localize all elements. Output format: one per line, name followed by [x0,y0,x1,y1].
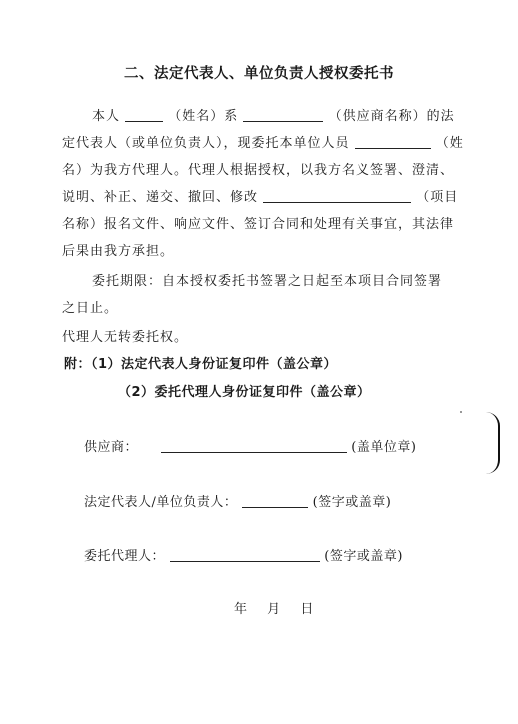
para1-line2 [62,132,464,151]
agent-label: 委托代理人： [84,549,166,564]
para1-line4 [62,186,458,205]
text-xing-ming-xi: （姓名）系 [168,109,239,124]
supplier-seal-note: (盖单位章) [351,440,417,455]
agent-sign-note: (签字或盖章) [324,549,403,564]
para1-line1 [92,105,455,124]
staff-name-blank [355,135,431,149]
text-legal-rep: 定代表人（或单位负责人），现委托本单位人员 [62,136,350,151]
text-xing: （姓 [435,136,464,151]
text-ben-ren: 本人 [92,109,121,124]
rep-signature-row [84,491,391,510]
text-actions: 说明、补正、递交、撤回、修改 [62,190,259,205]
supplier-label: 供应商： [84,440,139,455]
name-blank [125,108,163,122]
para1-line5: 名称）报名文件、响应文件、签订合同和处理有关事宜，其法律 [62,217,455,232]
para1-line3: 名）为我方代理人。代理人根据授权，以我方名义签署、澄清、 [62,163,455,178]
attachment-2: （2）委托代理人身份证复印件（盖公章） [118,385,371,400]
agent-signature-row [84,545,403,564]
supplier-signature-row [84,436,416,455]
supplier-blank[interactable] [161,439,347,453]
no-transfer-line: 代理人无转委托权。 [62,330,189,345]
agent-blank[interactable] [170,548,320,562]
rep-sign-note: (签字或盖章) [312,495,392,510]
page-title: 二、法定代表人、单位负责人授权委托书 [124,66,394,82]
date-line [234,598,314,617]
rep-label: 法定代表人/单位负责人： [84,495,238,510]
period-line2: 之日止。 [62,301,119,316]
scan-bracket-mark [486,412,500,474]
date-year: 年 [234,602,249,617]
rep-blank[interactable] [242,494,308,508]
supplier-name-blank [243,108,323,122]
period-line1: 委托期限：自本授权委托书签署之日起至本项目合同签署 [92,274,443,289]
date-day: 日 [300,602,315,617]
attachment-1: 附：（1）法定代表人身份证复印件（盖公章） [64,357,338,372]
project-name-blank [263,189,411,203]
para1-line6: 后果由我方承担。 [62,244,175,259]
text-xiang-mu: （项目 [416,190,459,205]
scan-speck [460,411,462,413]
text-supplier-name-suffix: （供应商名称）的法 [328,109,455,124]
date-month: 月 [267,602,282,617]
